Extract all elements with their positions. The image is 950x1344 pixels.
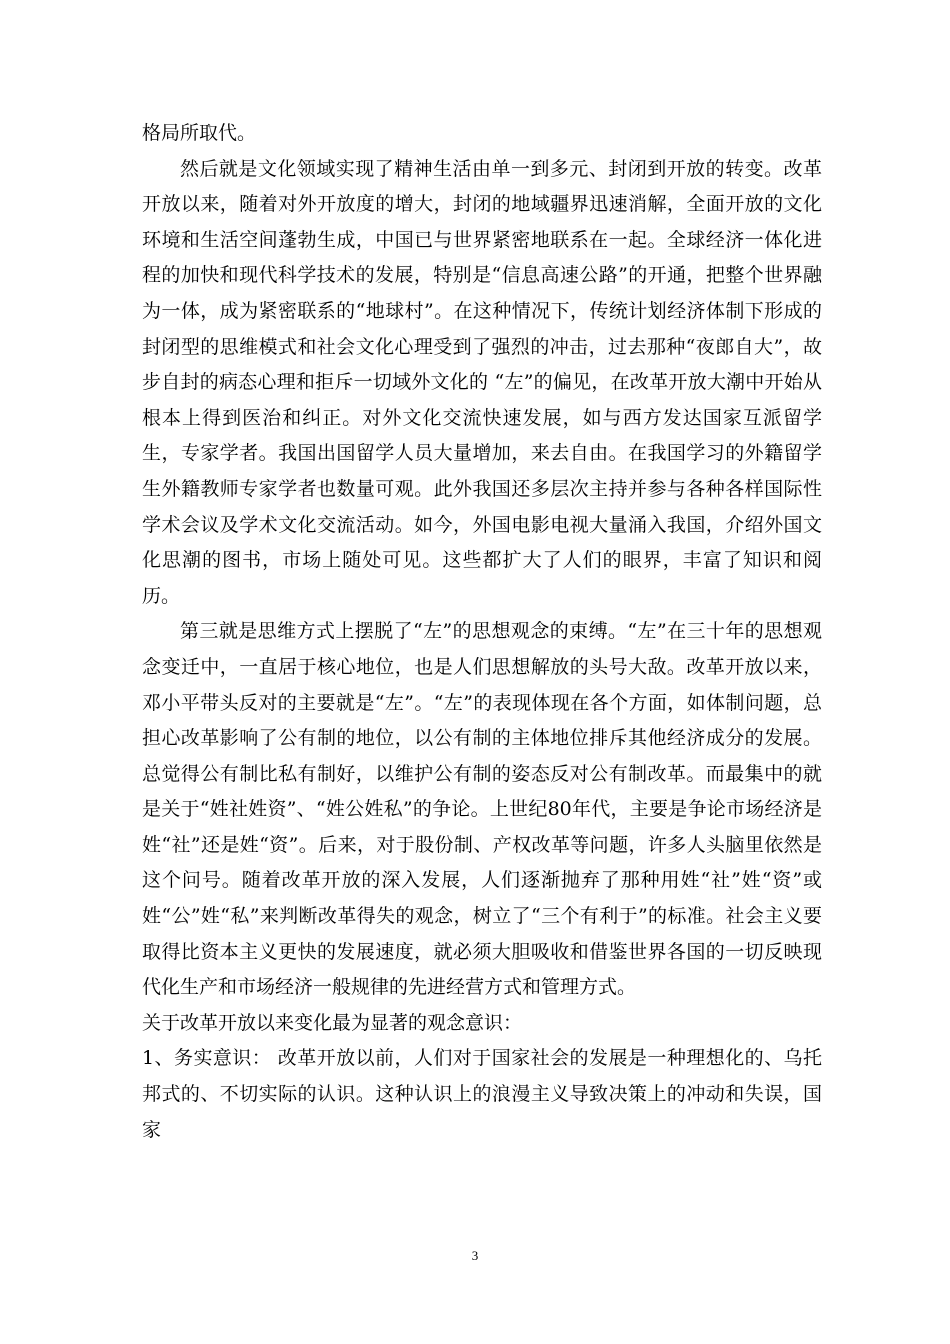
document-body	[142, 116, 822, 1148]
paragraph-3: 第三就是思维方式上摆脱了“左”的思想观念的束缚。“左”在三十年的思想观念变迁中，一直居于核心地位，也是人们思想解放的头号大敌。改革开放以来，邓小平带头反对的主要就是“左”。“左”的表现体现在各个方面，如体制问题，总担心改革影响了公有制的地位，以公有制的主体地位排斥其他经济成分的发展。总觉得公有制比私有制好，以维护公有制的姿态反对公有制改革。而最集中的就是关于“姓社姓资”、“姓公姓私”的争论。上世纪80年代，主要是争论市场经济是姓“社”还是姓“资”。后来，对于股份制、产权改革等问题，许多人头脑里依然是这个问号。随着改革开放的深入发展，人们逐渐抛弃了那种用姓“社”姓“资”或姓“公”姓“私”来判断改革得失的观念，树立了“三个有利于”的标准。社会主义要取得比资本主义更快的发展速度，就必须大胆吸收和借鉴世界各国的一切反映现代化生产和市场经济一般规律的先进经营方式和管理方式。	[142, 620, 822, 999]
page-number: 3	[471, 1248, 479, 1263]
paragraph-5: 1、务实意识： 改革开放以前，人们对于国家社会的发展是一种理想化的、乌托邦式的、不切实际的认识。这种认识上的浪漫主义导致决策上的冲动和失误，国家	[142, 1047, 822, 1141]
paragraph-4: 关于改革开放以来变化最为显著的观念意识：	[142, 1011, 523, 1034]
paragraph-2: 然后就是文化领域实现了精神生活由单一到多元、封闭到开放的转变。改革开放以来，随着对外开放度的增大，封闭的地域疆界迅速消解，全面开放的文化环境和生活空间蓬勃生成，中国已与世界紧密地联系在一起。全球经济一体化进程的加快和现代科学技术的发展，特别是“信息高速公路”的开通，把整个世界融为一体，成为紧密联系的“地球村”。在这种情况下，传统计划经济体制下形成的封闭型的思维模式和社会文化心理受到了强烈的冲击，过去那种“夜郎自大”，故步自封的病态心理和拒斥一切域外文化的 “左”的偏见，在改革开放大潮中开始从根本上得到医治和纠正。对外文化交流快速发展，如与西方发达国家互派留学生，专家学者。我国出国留学人员大量增加，来去自由。在我国学习的外籍留学生外籍教师专家学者也数量可观。此外我国还多层次主持并参与各种各样国际性学术会议及学术文化交流活动。如今，外国电影电视大量涌入我国，介绍外国文化思潮的图书，市场上随处可见。这些都扩大了人们的眼界，丰富了知识和阅历。	[142, 157, 822, 607]
paragraph-1: 格局所取代。	[142, 122, 257, 144]
